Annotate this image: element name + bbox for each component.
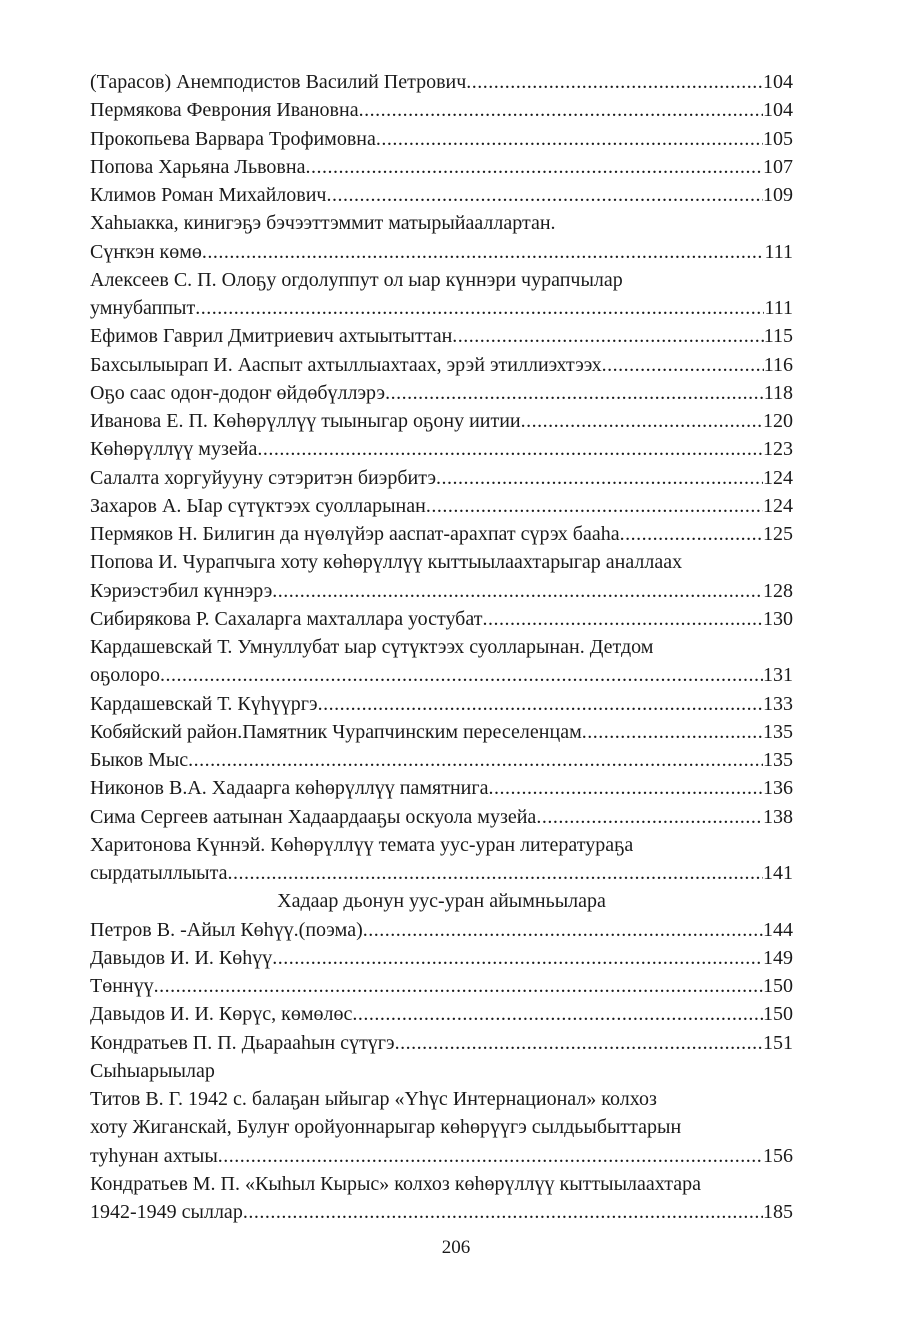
dot-leader	[602, 351, 764, 379]
dot-leader	[582, 718, 763, 746]
toc-line	[90, 492, 793, 520]
entry-page-number: 109	[763, 184, 793, 206]
toc-line	[90, 633, 793, 661]
table-of-contents	[90, 68, 793, 1226]
toc-entry	[90, 125, 793, 153]
entry-page-number: 124	[763, 494, 793, 517]
entry-title: Никонов В.А. Хадаарга көһөрүллүү памятнига	[90, 777, 489, 800]
entry-page-number: 133	[763, 692, 793, 715]
toc-line	[90, 746, 793, 774]
toc-entry	[90, 153, 793, 181]
dot-leader	[326, 181, 763, 209]
entry-title: Давыдов И. И. Көрүс, көмөлөс	[90, 1003, 353, 1026]
entry-title: Төннүү	[90, 975, 154, 997]
section-heading	[90, 887, 793, 915]
toc-line	[90, 803, 793, 831]
dot-leader	[620, 520, 763, 548]
entry-page-number: 130	[763, 607, 793, 630]
entry-title: хоту Жиганскай, Булуҥ оройуоннарыгар көһөрүүгэ сылдьыбыттарын	[90, 1116, 682, 1139]
toc-line	[90, 322, 793, 350]
toc-entry	[90, 972, 793, 1000]
toc-line	[90, 209, 793, 237]
dot-leader	[243, 1198, 763, 1226]
entry-title: Салалта хоргуйууну сэтэритэн биэрбитэ	[90, 466, 437, 489]
entry-page-number: 138	[763, 805, 793, 828]
entry-title: Пермякова Феврония Ивановна	[90, 99, 359, 122]
toc-entry	[90, 605, 793, 633]
entry-title: Харитонова Күннэй. Көһөрүллүү темата уус-уран литератураҕа	[90, 833, 634, 856]
toc-line	[90, 379, 793, 407]
dot-leader	[436, 464, 763, 492]
entry-page-number: 124	[763, 466, 793, 489]
toc-entry	[90, 690, 793, 718]
entry-page-number: 104	[763, 71, 793, 93]
dot-leader	[395, 1029, 763, 1057]
toc-entry	[90, 803, 793, 831]
toc-entry	[90, 322, 793, 350]
entry-title: Титов В. Г. 1942 с. балаҕан ыйыгар «Үһүс Интернационал» колхоз	[90, 1088, 657, 1110]
toc-line	[90, 1113, 793, 1141]
toc-line	[90, 1170, 793, 1198]
section-label	[90, 1057, 793, 1085]
entry-title: Кардашевскай Т. Күһүүргэ	[90, 692, 318, 715]
toc-line	[90, 972, 793, 1000]
entry-page-number: 118	[763, 381, 793, 404]
entry-title: Сибирякова Р. Сахаларга махталлара уостубат	[90, 607, 483, 630]
toc-entry	[90, 1170, 793, 1227]
entry-title: Быков Мыс	[90, 749, 189, 771]
entry-title: Ефимов Гаврил Дмитриевич ахтыытыттан	[90, 325, 453, 348]
toc-line	[90, 831, 793, 859]
entry-page-number: 115	[763, 325, 793, 348]
entry-title: сырдатыллыыта	[90, 862, 228, 884]
toc-line	[90, 916, 793, 944]
page-number: 206	[441, 1237, 471, 1258]
toc-line	[90, 294, 793, 322]
toc-entry	[90, 548, 793, 605]
entry-page-number: 131	[763, 664, 793, 687]
dot-leader	[318, 690, 763, 718]
entry-page-number: 128	[763, 579, 793, 602]
entry-page-number: 141	[763, 862, 793, 884]
entry-title: Бахсылыырап И. Ааспыт ахтыллыахтаах, эрэй этиллиэхтээх	[90, 353, 602, 376]
dot-leader	[363, 916, 763, 944]
toc-line	[90, 1057, 793, 1085]
dot-leader	[536, 803, 763, 831]
toc-entry	[90, 209, 793, 266]
toc-entry	[90, 379, 793, 407]
dot-leader	[272, 944, 763, 972]
dot-leader	[488, 774, 763, 802]
dot-leader	[385, 379, 764, 407]
entry-title: Прокопьева Варвара Трофимовна	[90, 127, 376, 150]
entry-page-number: 116	[763, 353, 793, 376]
toc-entry	[90, 1085, 793, 1170]
toc-line	[90, 520, 793, 548]
dot-leader	[195, 294, 764, 322]
toc-line	[90, 605, 793, 633]
entry-page-number: 185	[763, 1201, 793, 1223]
toc-entry	[90, 492, 793, 520]
entry-page-number: 149	[763, 946, 793, 969]
entry-page-number: 156	[763, 1144, 793, 1167]
toc-line	[90, 718, 793, 746]
dot-leader	[359, 96, 763, 124]
toc-line	[90, 690, 793, 718]
toc-line	[90, 887, 793, 915]
entry-page-number: 104	[763, 99, 793, 122]
toc-line	[90, 125, 793, 153]
toc-line	[90, 1142, 793, 1170]
toc-line	[90, 577, 793, 605]
entry-title: Иванова Е. П. Көһөрүллүү тыыныгар оҕону иитии	[90, 410, 521, 432]
toc-entry	[90, 96, 793, 124]
toc-line	[90, 774, 793, 802]
entry-page-number: 107	[763, 155, 793, 178]
entry-title: умнубаппыт	[90, 297, 196, 319]
toc-line	[90, 661, 793, 689]
entry-page-number: 111	[764, 240, 793, 263]
entry-title: Петров В. -Айыл Көһүү.(поэма)	[90, 918, 363, 941]
dot-leader	[426, 492, 763, 520]
dot-leader	[452, 322, 763, 350]
entry-page-number: 125	[763, 523, 793, 545]
entry-page-number: 150	[763, 1003, 793, 1026]
entry-page-number: 135	[763, 720, 793, 743]
entry-page-number: 135	[763, 749, 793, 771]
toc-line	[90, 859, 793, 887]
toc-entry	[90, 916, 793, 944]
toc-line	[90, 266, 793, 294]
toc-line	[90, 548, 793, 576]
toc-line	[90, 944, 793, 972]
entry-title: Кардашевскай Т. Умнуллубат ыар сүтүктээх суолларынан. Детдом	[90, 636, 654, 658]
entry-title: Көһөрүллүү музейа	[90, 438, 258, 461]
entry-title: Оҕо саас одоҥ-додоҥ өйдөбүллэрэ	[90, 381, 386, 404]
dot-leader	[154, 972, 763, 1000]
entry-title: туһунан ахтыы	[90, 1144, 218, 1167]
entry-page-number: 105	[763, 127, 793, 150]
dot-leader	[218, 1142, 763, 1170]
dot-leader	[160, 661, 763, 689]
toc-line	[90, 464, 793, 492]
dot-leader	[272, 577, 763, 605]
toc-line	[90, 96, 793, 124]
toc-entry	[90, 1000, 793, 1028]
toc-entry	[90, 407, 793, 435]
toc-line	[90, 181, 793, 209]
entry-title: Сүҥкэн көмө	[90, 240, 202, 263]
dot-leader	[305, 153, 763, 181]
toc-line	[90, 351, 793, 379]
toc-entry	[90, 718, 793, 746]
entry-title: Кондратьев М. П. «Кыһыл Кырыс» колхоз көһөрүллүү кыттыылаахтара	[90, 1172, 701, 1195]
dot-leader	[352, 1000, 763, 1028]
entry-title: Алексеев С. П. Олоҕу огдолуппут ол ыар күннэри чурапчылар	[90, 268, 623, 291]
entry-title: Пермяков Н. Билигин да нүөлүйэр ааспат-арахпат сүрэх бааһа	[90, 523, 620, 545]
toc-line	[90, 1085, 793, 1113]
toc-entry	[90, 181, 793, 209]
entry-page-number: 150	[763, 975, 793, 997]
entry-title: Захаров А. Ыар сүтүктээх суолларынан	[90, 494, 426, 517]
dot-leader	[466, 68, 763, 96]
toc-entry	[90, 1029, 793, 1057]
entry-title: оҕолоро	[90, 664, 161, 687]
entry-page-number: 151	[763, 1031, 793, 1054]
entry-title: Сыһыарыылар	[90, 1059, 215, 1082]
dot-leader	[521, 407, 763, 435]
toc-line	[90, 435, 793, 463]
toc-line	[90, 1029, 793, 1057]
toc-line	[90, 68, 793, 96]
entry-title: Попова Харьяна Львовна	[90, 155, 306, 178]
toc-line	[90, 1000, 793, 1028]
entry-page-number: 144	[763, 918, 793, 941]
toc-entry	[90, 944, 793, 972]
dot-leader	[227, 859, 763, 887]
toc-line	[90, 238, 793, 266]
toc-entry	[90, 520, 793, 548]
entry-page-number: 123	[763, 438, 793, 461]
dot-leader	[188, 746, 763, 774]
toc-line	[90, 153, 793, 181]
toc-entry	[90, 746, 793, 774]
entry-title: Хаһыакка, кинигэҕэ бэчээттэммит матырыйааллартан.	[90, 212, 556, 235]
toc-entry	[90, 68, 793, 96]
entry-title: Кэриэстэбил күннэрэ	[90, 579, 273, 602]
toc-entry	[90, 633, 793, 690]
entry-page-number: 111	[764, 297, 793, 319]
entry-title: Климов Роман Михайлович	[90, 184, 327, 206]
dot-leader	[202, 238, 765, 266]
entry-title: Хадаар дьонун уус-уран айымньылара	[277, 890, 606, 913]
entry-title: Кобяйский район.Памятник Чурапчинским переселенцам	[90, 720, 582, 743]
entry-title: Попова И. Чурапчыга хоту көһөрүллүү кыттыылаахтарыгар аналлаах	[90, 551, 683, 574]
toc-entry	[90, 774, 793, 802]
dot-leader	[257, 435, 763, 463]
toc-entry	[90, 831, 793, 888]
toc-line	[90, 1198, 793, 1226]
dot-leader	[482, 605, 763, 633]
entry-page-number: 136	[763, 777, 793, 800]
toc-entry	[90, 464, 793, 492]
toc-entry	[90, 266, 793, 323]
toc-entry	[90, 435, 793, 463]
entry-title: Сима Сергеев аатынан Хадаардааҕы оскуола музейа	[90, 805, 537, 828]
entry-title: Кондратьев П. П. Дьарааһын сүтүгэ	[90, 1031, 395, 1054]
entry-title: 1942-1949 сыллар	[90, 1201, 243, 1223]
toc-line	[90, 407, 793, 435]
dot-leader	[376, 125, 763, 153]
entry-title: (Тарасов) Анемподистов Василий Петрович	[90, 71, 467, 93]
entry-title: Давыдов И. И. Көһүү	[90, 946, 273, 969]
toc-entry	[90, 351, 793, 379]
entry-page-number: 120	[763, 410, 793, 432]
